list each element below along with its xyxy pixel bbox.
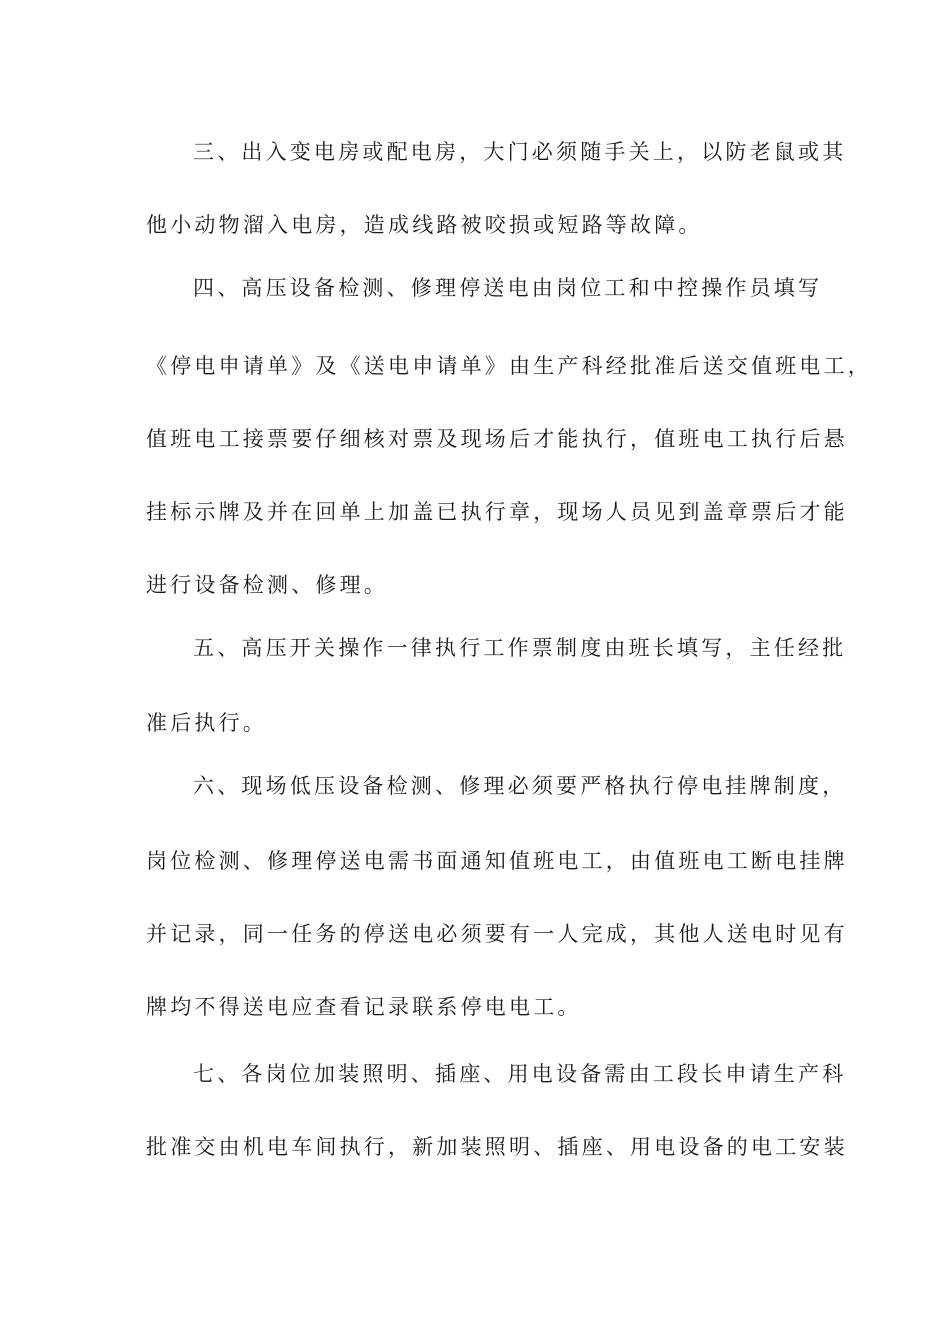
paragraph-4-line-4: 挂标示牌及并在回单上加盖已执行章，现场人员见到盖章票后才能 [146, 500, 848, 524]
paragraph-4-line-3: 值班电工接票要仔细核对票及现场后才能执行，值班电工执行后悬 [146, 427, 848, 451]
paragraph-4-line-2: 《停电申请单》及《送电申请单》由生产科经批准后送交值班电工， [146, 354, 872, 378]
paragraph-7-line-2: 批准交由机电车间执行，新加装照明、插座、用电设备的电工安装 [146, 1135, 848, 1159]
paragraph-3-line-2: 他小动物溜入电房，造成线路被咬损或短路等故障。 [146, 213, 703, 237]
paragraph-6-line-4: 牌均不得送电应查看记录联系停电电工。 [146, 995, 582, 1019]
paragraph-3-line-1: 三、出入变电房或配电房，大门必须随手关上，以防老鼠或其 [193, 140, 847, 164]
paragraph-6-line-3: 并记录，同一任务的停送电必须要有一人完成，其他人送电时见有 [146, 922, 848, 946]
paragraph-4-line-1: 四、高压设备检测、修理停送电由岗位工和中控操作员填写 [193, 276, 823, 300]
paragraph-6-line-1: 六、现场低压设备检测、修理必须要严格执行停电挂牌制度， [193, 774, 847, 798]
paragraph-7-line-1: 七、各岗位加装照明、插座、用电设备需由工段长申请生产科 [193, 1062, 847, 1086]
paragraph-4-line-5: 进行设备检测、修理。 [146, 573, 388, 597]
paragraph-5-line-1: 五、高压开关操作一律执行工作票制度由班长填写，主任经批 [193, 636, 847, 660]
paragraph-5-line-2: 准后执行。 [146, 711, 267, 735]
paragraph-6-line-2: 岗位检测、修理停送电需书面通知值班电工，由值班电工断电挂牌 [146, 849, 848, 873]
